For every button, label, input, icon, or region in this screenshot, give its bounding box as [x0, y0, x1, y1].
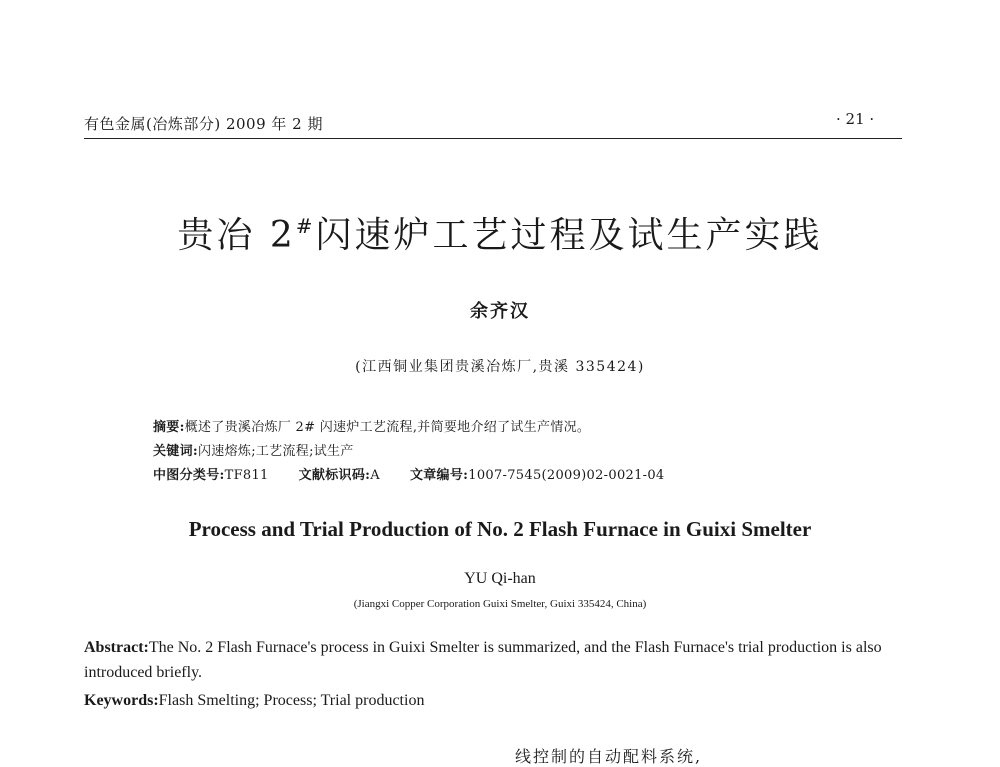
keywords-en-label: Keywords: [84, 692, 159, 709]
keywords-cn-label: 关键词: [153, 444, 198, 459]
keywords-cn [153, 440, 354, 459]
abstract-en [84, 635, 909, 685]
title-cn-part-b: 闪速炉工艺过程及试生产实践 [315, 215, 823, 256]
affiliation-en: (Jiangxi Copper Corporation Guixi Smelter, Guixi 335424, China) [353, 598, 647, 610]
page-number: · 21 · [836, 110, 875, 128]
doc-code-value: A [370, 468, 380, 483]
journal-header: 有色金属(冶炼部分) 2009 年 2 期 [84, 115, 323, 133]
abstract-en-text: The No. 2 Flash Furnace's process in Guixi Smelter is summarized, and the Flash Furnace's trial production is also introduced briefly. [84, 639, 882, 681]
abstract-cn [153, 416, 590, 435]
keywords-cn-text: 闪速熔炼;工艺流程;试生产 [198, 444, 354, 459]
doc-code-label: 文献标识码: [298, 468, 371, 483]
affiliation-cn: (江西铜业集团贵溪冶炼厂,贵溪 335424) [355, 359, 645, 375]
author-en: YU Qi-han [464, 570, 536, 587]
keywords-en-text: Flash Smelting; Process; Trial production [158, 692, 425, 709]
keywords-en [84, 692, 424, 710]
title-cn-part-a: 贵冶 2 [177, 215, 296, 256]
article-title-cn [0, 207, 1000, 258]
article-title-en: Process and Trial Production of No. 2 Flash Furnace in Guixi Smelter [188, 517, 812, 541]
abstract-cn-label: 摘要: [153, 420, 185, 435]
classification-line [153, 464, 665, 483]
header-divider [84, 138, 902, 139]
body-text-fragment: 线控制的自动配料系统, [515, 747, 703, 766]
clc-value: TF811 [224, 468, 269, 483]
clc-label: 中图分类号: [153, 468, 225, 483]
article-no-label: 文章编号: [409, 468, 469, 483]
article-no-value: 1007-7545(2009)02-0021-04 [468, 468, 665, 483]
abstract-en-label: Abstract: [84, 639, 149, 656]
abstract-cn-text: 概述了贵溪冶炼厂 2# 闪速炉工艺流程,并简要地介绍了试生产情况。 [184, 420, 591, 435]
author-cn: 余齐汉 [470, 301, 530, 322]
title-cn-superscript: # [295, 214, 316, 238]
